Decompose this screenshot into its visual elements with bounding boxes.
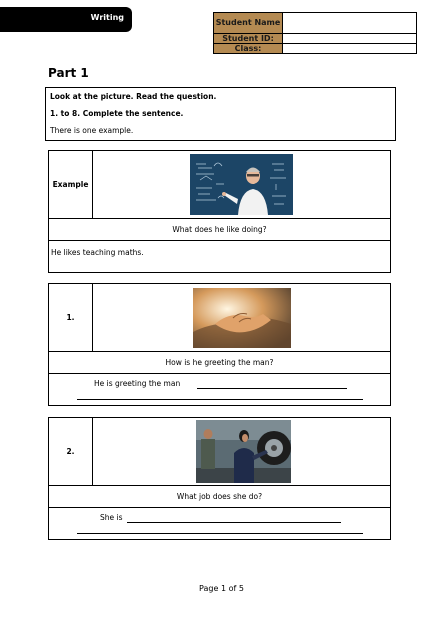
question-1-answer-line-2[interactable]: [77, 399, 363, 400]
page-number: Page 1 of 5: [199, 584, 244, 593]
question-2-answer-line-2[interactable]: [77, 533, 363, 534]
section-tab: [0, 7, 132, 32]
handshake-photo-icon: [193, 288, 291, 348]
question-1-picture-row: [49, 284, 390, 352]
question-1-box: [48, 283, 391, 406]
question-2-box: [48, 417, 391, 540]
student-name-field[interactable]: [283, 13, 417, 34]
mechanic-garage-photo-icon: [196, 420, 291, 483]
example-question: What does he like doing?: [49, 219, 390, 241]
question-2-answer-prefix: She is: [100, 513, 123, 522]
question-2-text: What job does she do?: [49, 486, 390, 508]
student-id-field[interactable]: [283, 34, 417, 44]
example-label: Example: [49, 151, 93, 218]
instruction-line-1: Look at the picture. Read the question.: [50, 92, 217, 101]
instruction-line-3: There is one example.: [50, 126, 134, 135]
teacher-chalkboard-photo-icon: [190, 154, 293, 215]
question-1-answer-prefix: He is greeting the man: [94, 379, 181, 388]
instruction-line-2: 1. to 8. Complete the sentence.: [50, 109, 184, 118]
example-answer: He likes teaching maths.: [51, 248, 144, 257]
question-2-number: 2.: [49, 418, 93, 485]
question-2-answer-area: [49, 508, 390, 539]
section-tab-label: Writing: [90, 13, 124, 22]
example-picture-row: [49, 151, 390, 219]
part-title: Part 1: [48, 66, 89, 80]
student-info-table: [213, 12, 417, 54]
example-box: [48, 150, 391, 273]
question-1-text: How is he greeting the man?: [49, 352, 390, 374]
student-name-label: Student Name: [214, 13, 283, 34]
question-1-answer-area: [49, 374, 390, 405]
class-field[interactable]: [283, 44, 417, 54]
question-1-number: 1.: [49, 284, 93, 351]
class-label: Class:: [214, 44, 283, 54]
student-id-label: Student ID:: [214, 34, 283, 44]
question-2-picture-row: [49, 418, 390, 486]
instructions-box: [45, 87, 396, 141]
question-1-answer-line[interactable]: [197, 388, 347, 389]
question-2-answer-line[interactable]: [127, 522, 341, 523]
